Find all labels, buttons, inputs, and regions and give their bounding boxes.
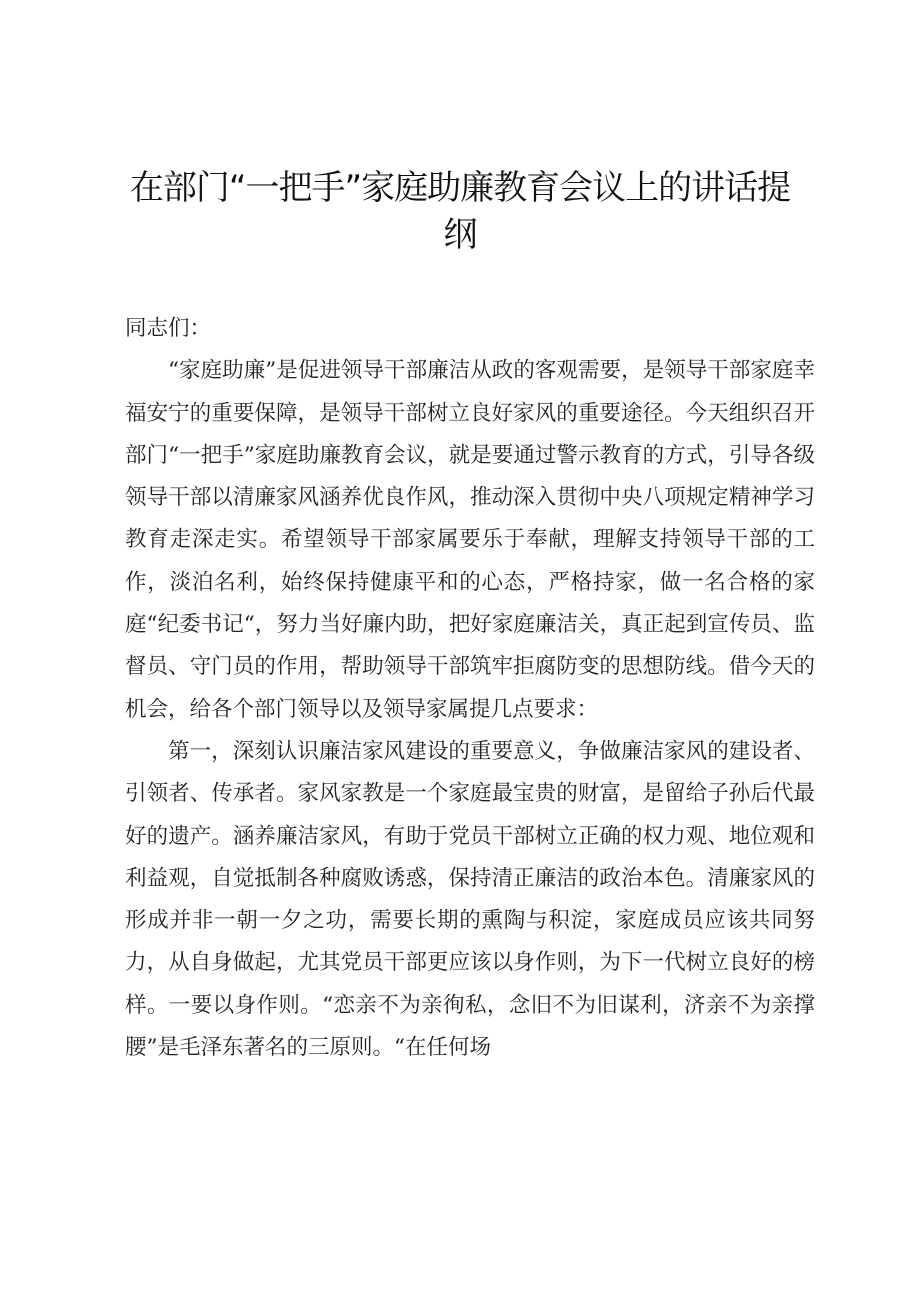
body-paragraph-1: “家庭助廉”是促进领导干部廉洁从政的客观需要，是领导干部家庭幸福安宁的重要保障，是领导干部树立良好家风的重要途径。今天组织召开部门“一把手”家庭助廉教育会议，就是要通过警示教育的方式，引导各级领导干部以清廉家风涵养优良作风，推动深入贯彻中央八项规定精神学习教育走深走实。希望领导干部家属要乐于奉献，理解支持领导干部的工作，淡泊名利，始终保持健康平和的心态，严格持家，做一名合格的家庭“纪委书记“，努力当好廉内助，把好家庭廉洁关，真正起到宣传员、监督员、守门员的作用，帮助领导干部筑牢拒腐防变的思想防线。借今天的机会，给各个部门领导以及领导家属提几点要求： [125, 358, 815, 722]
body-paragraph-2: 第一，深刻认识廉洁家风建设的重要意义，争做廉洁家风的建设者、引领者、传承者。家风家教是一个家庭最宝贵的财富，是留给子孙后代最好的遗产。涵养廉洁家风，有助于党员干部树立正确的权力观、地位观和利益观，自觉抵制各种腐败诱惑，保持清正廉洁的政治本色。清廉家风的形成并非一朝一夕之功，需要长期的熏陶与积淀，家庭成员应该共同努力，从自身做起，尤其党员干部更应该以身作则，为下一代树立良好的榜样。一要以身作则。“恋亲不为亲徇私，念旧不为旧谋利，济亲不为亲撑腰”是毛泽东著名的三原则。“在任何场 [125, 738, 815, 1061]
document-title: 在部门“一把手”家庭助廉教育会议上的讲话提纲 [129, 168, 791, 255]
salutation: 同志们： [125, 316, 212, 341]
document-body [125, 308, 815, 1069]
